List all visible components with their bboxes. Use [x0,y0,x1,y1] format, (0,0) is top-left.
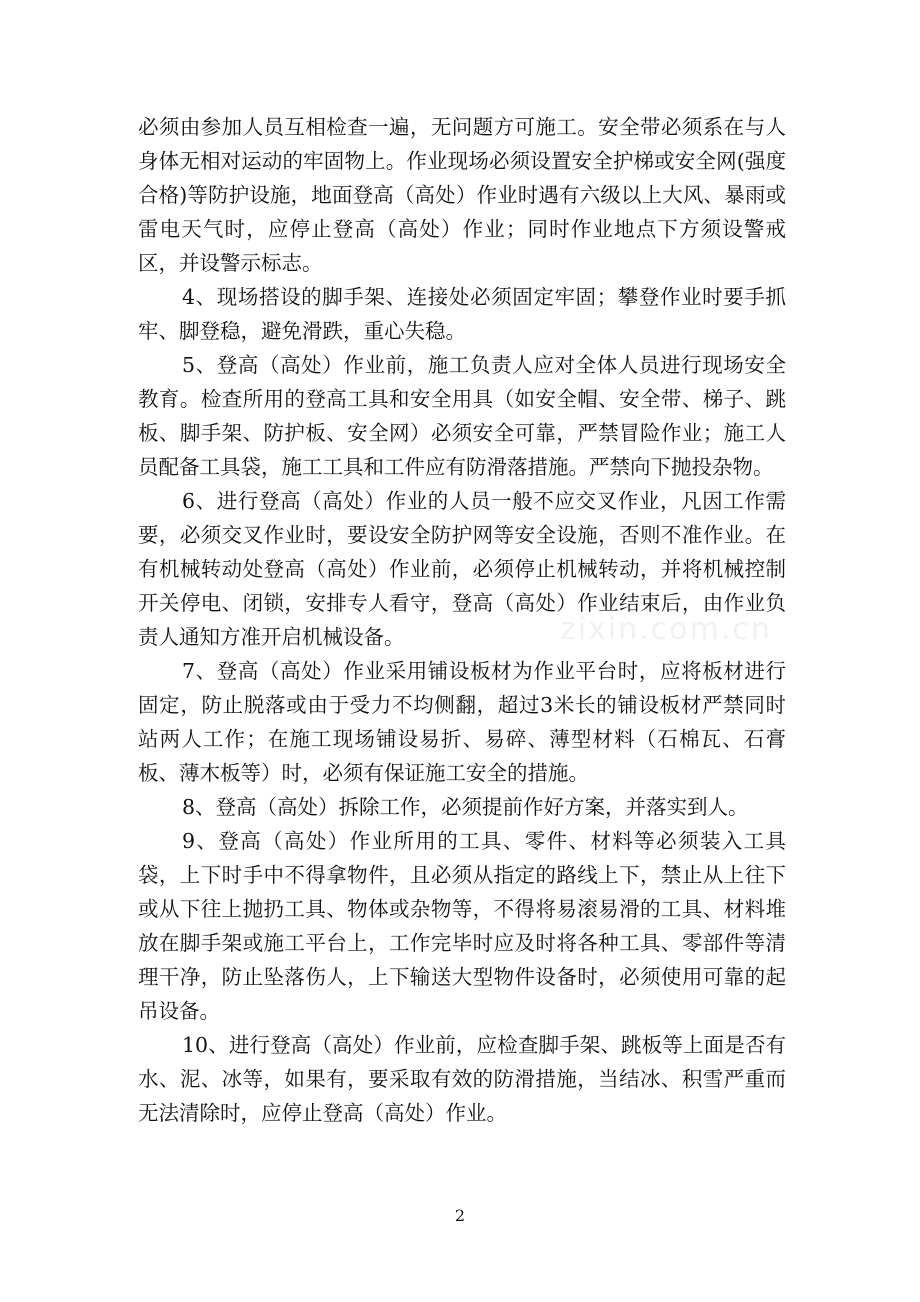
page-number: 2 [454,1206,466,1225]
paragraph-item-4: 4、现场搭设的脚手架、连接处必须固定牢固；攀登作业时要手抓牢、脚登稳，避免滑跌，重心失稳。 [138,285,786,343]
paragraph-item-6: 6、进行登高（高处）作业的人员一般不应交叉作业，凡因工作需要，必须交叉作业时，要设安全防护网等安全设施，否则不准作业。在有机械转动处登高（高处）作业前，必须停止机械转动，并将机械控制开关停电、闭锁，安排专人看守，登高（高处）作业结束后，由作业负责人通知方准开启机械设备。 [138,489,786,649]
document-body [138,110,786,1130]
paragraph-item-5: 5、登高（高处）作业前，施工负责人应对全体人员进行现场安全教育。检查所用的登高工具和安全用具（如安全帽、安全带、梯子、跳板、脚手架、防护板、安全网）必须安全可靠，严禁冒险作业；施工人员配备工具袋，施工工具和工件应有防滑落措施。严禁向下抛投杂物。 [138,353,786,479]
paragraph-item-7: 7、登高（高处）作业采用铺设板材为作业平台时，应将板材进行固定，防止脱落或由于受力不均侧翻，超过3米长的铺设板材严禁同时站两人工作；在施工现场铺设易折、易碎、薄型材料（石棉瓦、石膏板、薄木板等）时，必须有保证施工安全的措施。 [138,659,786,785]
paragraph-item-10: 10、进行登高（高处）作业前，应检查脚手架、跳板等上面是否有水、泥、冰等，如果有，要采取有效的防滑措施，当结冰、积雪严重而无法清除时，应停止登高（高处）作业。 [138,1033,786,1125]
paragraph-item-8: 8、登高（高处）拆除工作，必须提前作好方案，并落实到人。 [182,795,749,819]
paragraph-continuation: 必须由参加人员互相检查一遍，无问题方可施工。安全带必须系在与人身体无相对运动的牢固物上。作业现场必须设置安全护梯或安全网(强度合格)等防护设施，地面登高（高处）作业时遇有六级以上大风、暴雨或雷电天气时，应停止登高（高处）作业；同时作业地点下方须设警戒区，并设警示标志。 [138,115,786,275]
watermark: zixin.com.cn [560,612,772,647]
paragraph-item-9: 9、登高（高处）作业所用的工具、零件、材料等必须装入工具袋，上下时手中不得拿物件，且必须从指定的路线上下，禁止从上往下或从下往上抛扔工具、物体或杂物等，不得将易滚易滑的工具、材料堆放在脚手架或施工平台上，工作完毕时应及时将各种工具、零部件等清理干净，防止坠落伤人，上下输送大型物件设备时，必须使用可靠的起吊设备。 [138,829,786,1023]
